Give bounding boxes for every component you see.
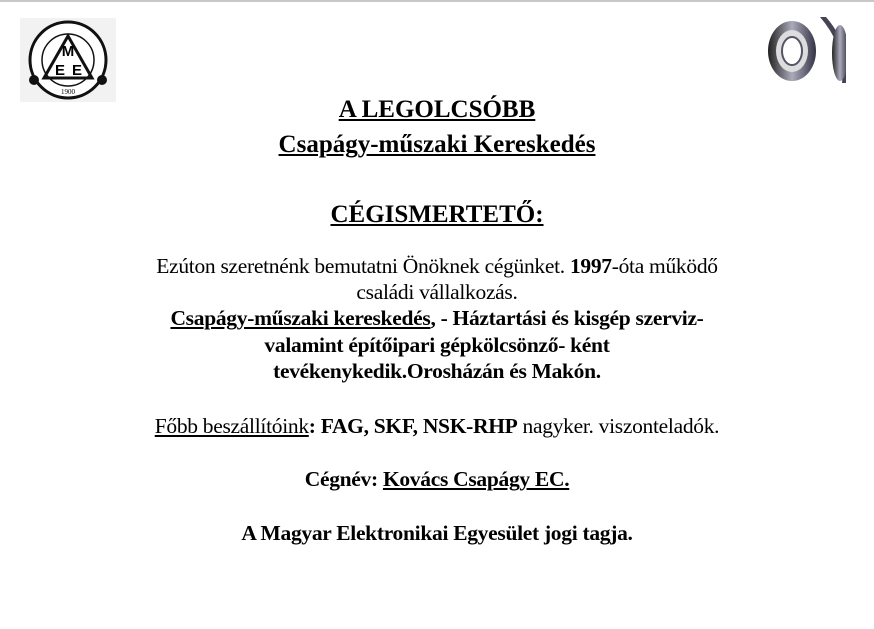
bearings-image: [762, 17, 846, 83]
suppliers-label: Főbb beszállítóink: [154, 414, 309, 438]
mee-logo: [20, 18, 116, 102]
company-line: [0, 467, 874, 492]
intro-text: Ezúton szeretnénk bemutatni Önöknek cégünket.: [156, 254, 570, 278]
suppliers-line: [0, 414, 874, 439]
page-title-line1: A LEGOLCSÓBB: [338, 96, 536, 123]
founding-year: 1997: [569, 254, 612, 278]
intro-line3: [0, 306, 874, 331]
intro-line1: [0, 254, 874, 279]
intro-line5: tevékenykedik.Orosházán és Makón.: [273, 359, 601, 383]
supplier-brands: : FAG, SKF, NSK-RHP: [308, 414, 518, 438]
intro-text: -óta működő: [611, 254, 718, 278]
intro-line2: családi vállalkozás.: [356, 280, 518, 304]
svg-text:E: E: [54, 62, 66, 79]
svg-text:E: E: [71, 62, 83, 79]
intro-line4: valamint építőipari gépkölcsönző- ként: [264, 333, 610, 357]
company-label: Cégnév:: [304, 467, 383, 491]
mee-logo-image: [20, 18, 116, 102]
bearing-icon: [762, 17, 846, 83]
svg-text:1900: 1900: [61, 88, 75, 96]
suppliers-rest: nagyker. viszonteladók.: [517, 414, 720, 438]
section-title: CÉGISMERTETŐ:: [330, 201, 544, 228]
svg-text:M: M: [61, 43, 75, 60]
business-type: Csapágy-műszaki kereskedés: [170, 306, 431, 330]
company-name: Kovács Csapágy EC.: [382, 467, 570, 491]
page-title-line2: Csapágy-műszaki Kereskedés: [278, 131, 596, 158]
intro-text: , - Háztartási és kisgép szerviz-: [430, 306, 704, 330]
membership-line: A Magyar Elektronikai Egyesület jogi tagja.: [241, 521, 633, 545]
top-border: [0, 0, 874, 2]
